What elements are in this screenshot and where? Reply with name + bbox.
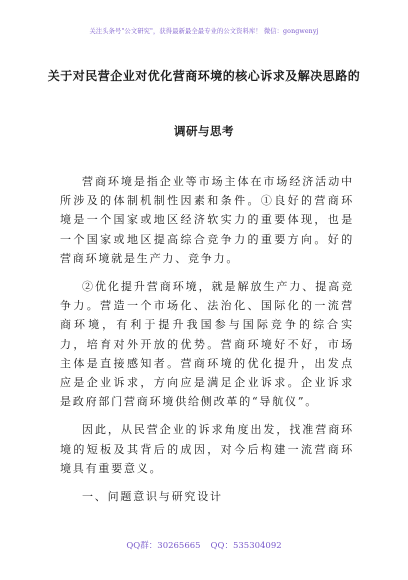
paragraph-therefore: 因此，从民营企业的诉求角度出发，找准营商环境的短板及其背后的成因，对今后构建一流营商环境具有重要意义。 xyxy=(60,423,354,475)
footer-qq-group: QQ群：30265665 xyxy=(126,541,201,551)
footer-qq: QQ：535304092 xyxy=(210,541,282,551)
document-title: 关于对民营企业对优化营商环境的核心诉求及解决思路的 xyxy=(47,69,361,83)
paragraph-intro: 营商环境是指企业等市场主体在市场经济活动中所涉及的体制机制性因素和条件。①良好的营商环境是一个国家或地区经济软实力的重要体现，也是一个国家或地区提高综合竞争力的重要方向。好的营商环境就是生产力、竞争力。 xyxy=(60,175,354,265)
footer-note xyxy=(0,539,408,551)
paragraph-optimize: ②优化提升营商环境，就是解放生产力、提高竞争力。营造一个市场化、法治化、国际化的一流营商环境，有利于提升我国参与国际竞争的综合实力，培育对外开放的优势。营商环境好不好，市场主体是直接感知者。营商环境的优化提升，出发点应是企业诉求，方向应是满足企业诉求。企业诉求是政府部门营商环境供给侧改革的“导航仪”。 xyxy=(60,280,354,409)
section-heading: 一、问题意识与研究设计 xyxy=(82,490,223,504)
document-subtitle: 调研与思考 xyxy=(174,124,234,138)
header-note: 关注头条号"公文研究"，获得最新最全最专业的公文资料库！ 微信：gongwenyj xyxy=(89,28,319,35)
document-body xyxy=(60,172,354,515)
